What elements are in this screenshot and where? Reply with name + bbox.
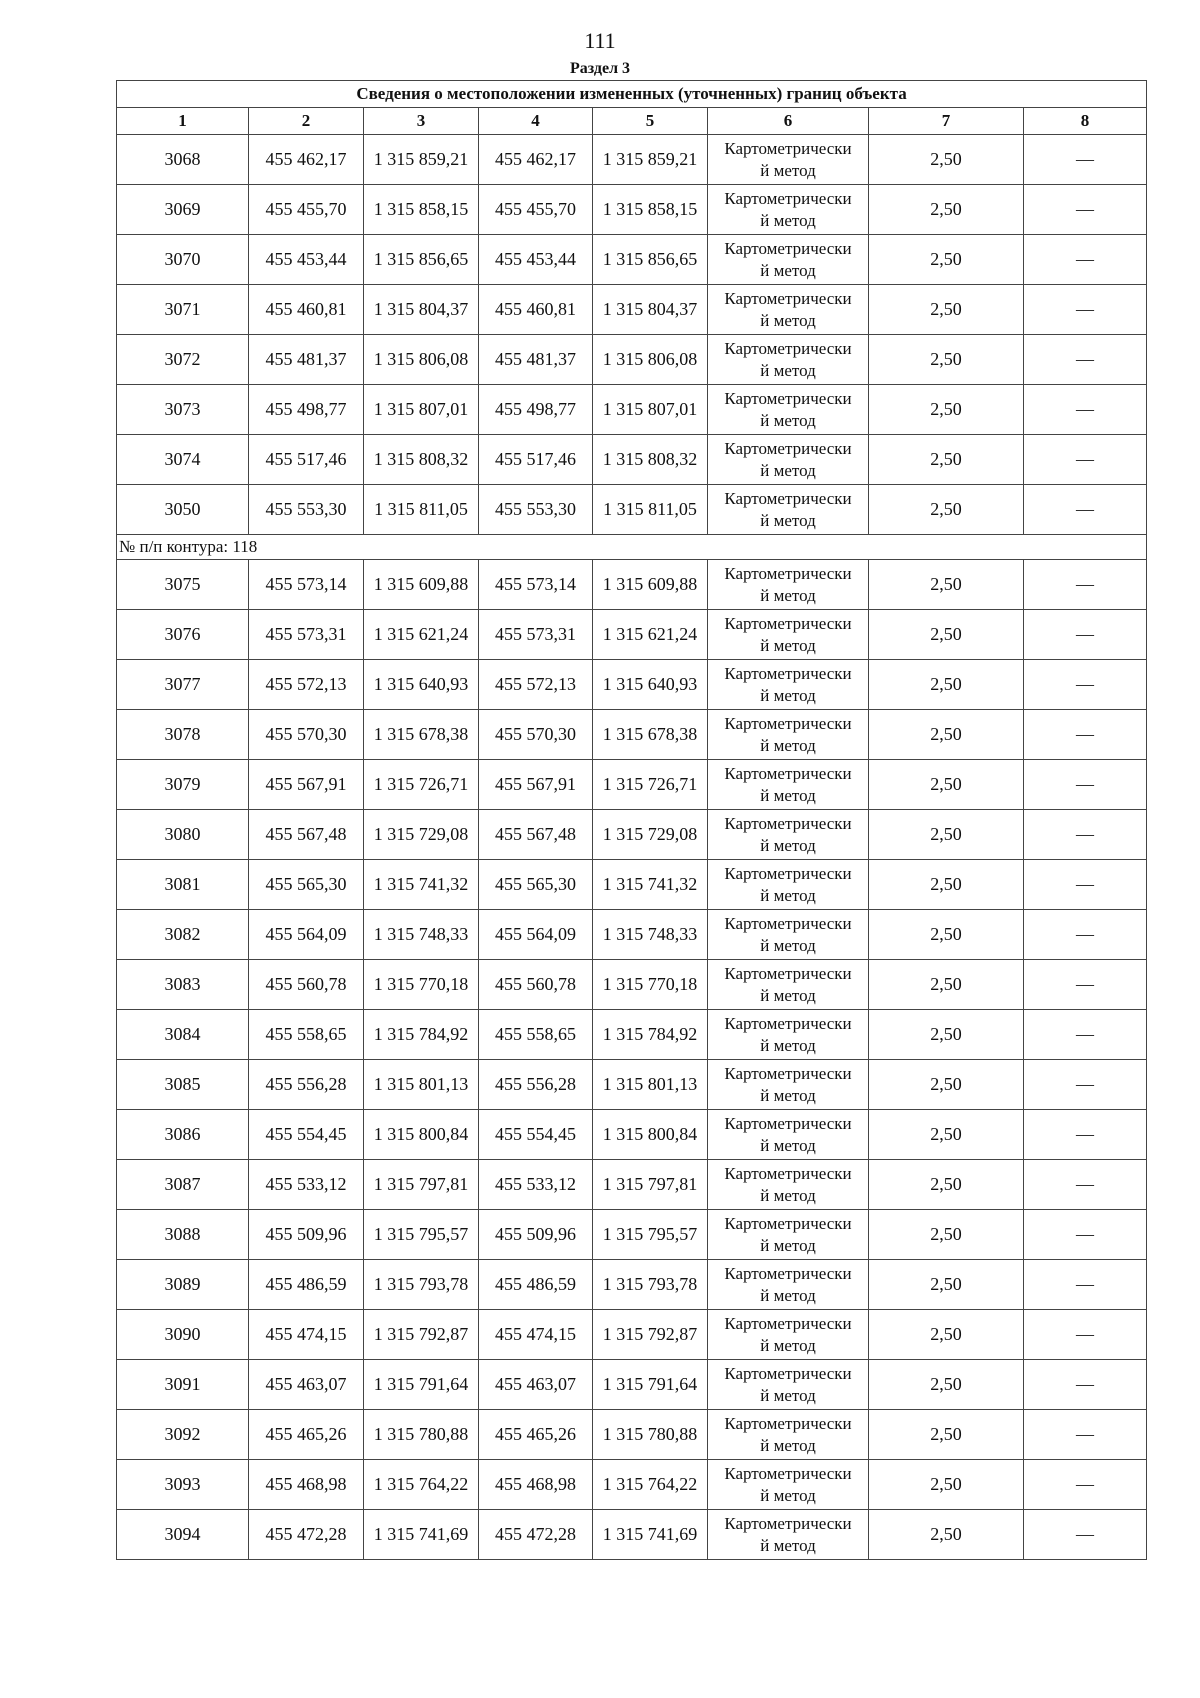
y-existing-cell: 1 315 748,33 xyxy=(364,910,479,960)
point-number-cell: 3079 xyxy=(117,760,249,810)
column-number: 2 xyxy=(249,108,364,135)
x-existing-cell: 455 553,30 xyxy=(249,485,364,535)
point-number-cell: 3093 xyxy=(117,1460,249,1510)
table-row xyxy=(117,760,1147,810)
method-cell: Картометрически й метод xyxy=(708,1210,869,1260)
y-existing-cell: 1 315 770,18 xyxy=(364,960,479,1010)
description-cell: — xyxy=(1024,1160,1147,1210)
description-cell: — xyxy=(1024,1410,1147,1460)
y-new-cell: 1 315 678,38 xyxy=(593,710,708,760)
y-existing-cell: 1 315 792,87 xyxy=(364,1310,479,1360)
column-number: 5 xyxy=(593,108,708,135)
table-row xyxy=(117,435,1147,485)
y-existing-cell: 1 315 609,88 xyxy=(364,560,479,610)
x-existing-cell: 455 481,37 xyxy=(249,335,364,385)
accuracy-cell: 2,50 xyxy=(869,135,1024,185)
column-number: 6 xyxy=(708,108,869,135)
table-row xyxy=(117,1410,1147,1460)
accuracy-cell: 2,50 xyxy=(869,760,1024,810)
y-new-cell: 1 315 726,71 xyxy=(593,760,708,810)
x-new-cell: 455 462,17 xyxy=(479,135,593,185)
description-cell: — xyxy=(1024,810,1147,860)
column-number: 1 xyxy=(117,108,249,135)
x-new-cell: 455 558,65 xyxy=(479,1010,593,1060)
description-cell: — xyxy=(1024,1010,1147,1060)
coordinates-table xyxy=(116,80,1147,1560)
y-new-cell: 1 315 748,33 xyxy=(593,910,708,960)
x-new-cell: 455 560,78 xyxy=(479,960,593,1010)
table-row xyxy=(117,135,1147,185)
x-existing-cell: 455 567,91 xyxy=(249,760,364,810)
y-existing-cell: 1 315 806,08 xyxy=(364,335,479,385)
description-cell: — xyxy=(1024,610,1147,660)
table-row xyxy=(117,485,1147,535)
description-cell: — xyxy=(1024,910,1147,960)
method-cell: Картометрически й метод xyxy=(708,710,869,760)
method-cell: Картометрически й метод xyxy=(708,1310,869,1360)
accuracy-cell: 2,50 xyxy=(869,1010,1024,1060)
accuracy-cell: 2,50 xyxy=(869,810,1024,860)
x-new-cell: 455 573,14 xyxy=(479,560,593,610)
description-cell: — xyxy=(1024,1260,1147,1310)
y-existing-cell: 1 315 795,57 xyxy=(364,1210,479,1260)
table-row xyxy=(117,1510,1147,1560)
point-number-cell: 3087 xyxy=(117,1160,249,1210)
description-cell: — xyxy=(1024,235,1147,285)
y-new-cell: 1 315 741,32 xyxy=(593,860,708,910)
y-existing-cell: 1 315 801,13 xyxy=(364,1060,479,1110)
method-cell: Картометрически й метод xyxy=(708,860,869,910)
accuracy-cell: 2,50 xyxy=(869,1310,1024,1360)
point-number-cell: 3074 xyxy=(117,435,249,485)
y-existing-cell: 1 315 791,64 xyxy=(364,1360,479,1410)
y-new-cell: 1 315 859,21 xyxy=(593,135,708,185)
table-row xyxy=(117,1060,1147,1110)
accuracy-cell: 2,50 xyxy=(869,185,1024,235)
table-row xyxy=(117,810,1147,860)
point-number-cell: 3092 xyxy=(117,1410,249,1460)
table-row xyxy=(117,710,1147,760)
y-existing-cell: 1 315 764,22 xyxy=(364,1460,479,1510)
x-new-cell: 455 517,46 xyxy=(479,435,593,485)
x-existing-cell: 455 474,15 xyxy=(249,1310,364,1360)
accuracy-cell: 2,50 xyxy=(869,660,1024,710)
method-cell: Картометрически й метод xyxy=(708,285,869,335)
accuracy-cell: 2,50 xyxy=(869,1110,1024,1160)
y-existing-cell: 1 315 741,69 xyxy=(364,1510,479,1560)
x-new-cell: 455 460,81 xyxy=(479,285,593,335)
accuracy-cell: 2,50 xyxy=(869,285,1024,335)
x-new-cell: 455 570,30 xyxy=(479,710,593,760)
table-row xyxy=(117,860,1147,910)
description-cell: — xyxy=(1024,1310,1147,1360)
method-cell: Картометрически й метод xyxy=(708,1510,869,1560)
x-new-cell: 455 509,96 xyxy=(479,1210,593,1260)
y-new-cell: 1 315 770,18 xyxy=(593,960,708,1010)
accuracy-cell: 2,50 xyxy=(869,710,1024,760)
x-new-cell: 455 465,26 xyxy=(479,1410,593,1460)
x-existing-cell: 455 453,44 xyxy=(249,235,364,285)
y-new-cell: 1 315 741,69 xyxy=(593,1510,708,1560)
method-cell: Картометрически й метод xyxy=(708,560,869,610)
y-new-cell: 1 315 780,88 xyxy=(593,1410,708,1460)
accuracy-cell: 2,50 xyxy=(869,1060,1024,1110)
point-number-cell: 3089 xyxy=(117,1260,249,1310)
section-title: Раздел 3 xyxy=(569,60,631,77)
point-number-cell: 3071 xyxy=(117,285,249,335)
table-row xyxy=(117,235,1147,285)
column-number-row xyxy=(117,108,1147,135)
y-new-cell: 1 315 791,64 xyxy=(593,1360,708,1410)
y-new-cell: 1 315 793,78 xyxy=(593,1260,708,1310)
point-number-cell: 3078 xyxy=(117,710,249,760)
description-cell: — xyxy=(1024,710,1147,760)
method-cell: Картометрически й метод xyxy=(708,610,869,660)
accuracy-cell: 2,50 xyxy=(869,485,1024,535)
description-cell: — xyxy=(1024,335,1147,385)
x-new-cell: 455 472,28 xyxy=(479,1510,593,1560)
point-number-cell: 3086 xyxy=(117,1110,249,1160)
x-new-cell: 455 474,15 xyxy=(479,1310,593,1360)
x-existing-cell: 455 486,59 xyxy=(249,1260,364,1310)
table-row xyxy=(117,1110,1147,1160)
y-existing-cell: 1 315 678,38 xyxy=(364,710,479,760)
x-existing-cell: 455 554,45 xyxy=(249,1110,364,1160)
description-cell: — xyxy=(1024,560,1147,610)
x-existing-cell: 455 533,12 xyxy=(249,1160,364,1210)
y-existing-cell: 1 315 797,81 xyxy=(364,1160,479,1210)
description-cell: — xyxy=(1024,485,1147,535)
table-row xyxy=(117,1210,1147,1260)
description-cell: — xyxy=(1024,860,1147,910)
y-existing-cell: 1 315 621,24 xyxy=(364,610,479,660)
table-row xyxy=(117,1460,1147,1510)
table-row xyxy=(117,385,1147,435)
accuracy-cell: 2,50 xyxy=(869,610,1024,660)
y-existing-cell: 1 315 800,84 xyxy=(364,1110,479,1160)
description-cell: — xyxy=(1024,1110,1147,1160)
accuracy-cell: 2,50 xyxy=(869,560,1024,610)
y-existing-cell: 1 315 804,37 xyxy=(364,285,479,335)
point-number-cell: 3083 xyxy=(117,960,249,1010)
table-row xyxy=(117,185,1147,235)
method-cell: Картометрически й метод xyxy=(708,760,869,810)
table-row xyxy=(117,1160,1147,1210)
method-cell: Картометрически й метод xyxy=(708,335,869,385)
table-row xyxy=(117,1360,1147,1410)
y-new-cell: 1 315 801,13 xyxy=(593,1060,708,1110)
column-number: 8 xyxy=(1024,108,1147,135)
y-existing-cell: 1 315 808,32 xyxy=(364,435,479,485)
x-existing-cell: 455 463,07 xyxy=(249,1360,364,1410)
x-new-cell: 455 556,28 xyxy=(479,1060,593,1110)
y-new-cell: 1 315 764,22 xyxy=(593,1460,708,1510)
x-new-cell: 455 453,44 xyxy=(479,235,593,285)
method-cell: Картометрически й метод xyxy=(708,1160,869,1210)
table-title: Сведения о местоположении измененных (уточненных) границ объекта xyxy=(117,81,1147,108)
y-new-cell: 1 315 729,08 xyxy=(593,810,708,860)
x-existing-cell: 455 564,09 xyxy=(249,910,364,960)
method-cell: Картометрически й метод xyxy=(708,1460,869,1510)
contour-label: № п/п контура: 118 xyxy=(117,535,1147,560)
table-row xyxy=(117,560,1147,610)
x-new-cell: 455 572,13 xyxy=(479,660,593,710)
x-existing-cell: 455 462,17 xyxy=(249,135,364,185)
x-existing-cell: 455 573,31 xyxy=(249,610,364,660)
method-cell: Картометрически й метод xyxy=(708,910,869,960)
point-number-cell: 3076 xyxy=(117,610,249,660)
y-new-cell: 1 315 806,08 xyxy=(593,335,708,385)
x-existing-cell: 455 565,30 xyxy=(249,860,364,910)
method-cell: Картометрически й метод xyxy=(708,1410,869,1460)
accuracy-cell: 2,50 xyxy=(869,1260,1024,1310)
accuracy-cell: 2,50 xyxy=(869,1160,1024,1210)
table-row xyxy=(117,1010,1147,1060)
x-new-cell: 455 468,98 xyxy=(479,1460,593,1510)
contour-row xyxy=(117,535,1147,560)
accuracy-cell: 2,50 xyxy=(869,1460,1024,1510)
y-new-cell: 1 315 804,37 xyxy=(593,285,708,335)
y-existing-cell: 1 315 859,21 xyxy=(364,135,479,185)
x-existing-cell: 455 472,28 xyxy=(249,1510,364,1560)
accuracy-cell: 2,50 xyxy=(869,435,1024,485)
description-cell: — xyxy=(1024,285,1147,335)
accuracy-cell: 2,50 xyxy=(869,860,1024,910)
description-cell: — xyxy=(1024,760,1147,810)
accuracy-cell: 2,50 xyxy=(869,385,1024,435)
point-number-cell: 3068 xyxy=(117,135,249,185)
table-row xyxy=(117,960,1147,1010)
description-cell: — xyxy=(1024,660,1147,710)
x-existing-cell: 455 509,96 xyxy=(249,1210,364,1260)
x-existing-cell: 455 560,78 xyxy=(249,960,364,1010)
method-cell: Картометрически й метод xyxy=(708,235,869,285)
point-number-cell: 3085 xyxy=(117,1060,249,1110)
point-number-cell: 3091 xyxy=(117,1360,249,1410)
y-new-cell: 1 315 792,87 xyxy=(593,1310,708,1360)
description-cell: — xyxy=(1024,1060,1147,1110)
x-new-cell: 455 463,07 xyxy=(479,1360,593,1410)
description-cell: — xyxy=(1024,1360,1147,1410)
description-cell: — xyxy=(1024,385,1147,435)
accuracy-cell: 2,50 xyxy=(869,335,1024,385)
x-existing-cell: 455 460,81 xyxy=(249,285,364,335)
method-cell: Картометрически й метод xyxy=(708,810,869,860)
y-new-cell: 1 315 811,05 xyxy=(593,485,708,535)
x-existing-cell: 455 570,30 xyxy=(249,710,364,760)
y-new-cell: 1 315 784,92 xyxy=(593,1010,708,1060)
description-cell: — xyxy=(1024,435,1147,485)
point-number-cell: 3070 xyxy=(117,235,249,285)
point-number-cell: 3082 xyxy=(117,910,249,960)
accuracy-cell: 2,50 xyxy=(869,1360,1024,1410)
method-cell: Картометрически й метод xyxy=(708,135,869,185)
method-cell: Картометрически й метод xyxy=(708,485,869,535)
column-number: 4 xyxy=(479,108,593,135)
description-cell: — xyxy=(1024,185,1147,235)
x-new-cell: 455 564,09 xyxy=(479,910,593,960)
point-number-cell: 3084 xyxy=(117,1010,249,1060)
table-row xyxy=(117,1260,1147,1310)
column-number: 3 xyxy=(364,108,479,135)
point-number-cell: 3090 xyxy=(117,1310,249,1360)
y-new-cell: 1 315 609,88 xyxy=(593,560,708,610)
column-number: 7 xyxy=(869,108,1024,135)
x-new-cell: 455 533,12 xyxy=(479,1160,593,1210)
page-number: 111 xyxy=(584,28,616,53)
accuracy-cell: 2,50 xyxy=(869,1410,1024,1460)
x-new-cell: 455 455,70 xyxy=(479,185,593,235)
y-new-cell: 1 315 807,01 xyxy=(593,385,708,435)
table-row xyxy=(117,285,1147,335)
x-new-cell: 455 481,37 xyxy=(479,335,593,385)
accuracy-cell: 2,50 xyxy=(869,960,1024,1010)
method-cell: Картометрически й метод xyxy=(708,1010,869,1060)
accuracy-cell: 2,50 xyxy=(869,235,1024,285)
accuracy-cell: 2,50 xyxy=(869,1510,1024,1560)
point-number-cell: 3075 xyxy=(117,560,249,610)
description-cell: — xyxy=(1024,1210,1147,1260)
y-new-cell: 1 315 797,81 xyxy=(593,1160,708,1210)
description-cell: — xyxy=(1024,960,1147,1010)
x-new-cell: 455 565,30 xyxy=(479,860,593,910)
point-number-cell: 3080 xyxy=(117,810,249,860)
method-cell: Картометрически й метод xyxy=(708,1060,869,1110)
y-new-cell: 1 315 795,57 xyxy=(593,1210,708,1260)
method-cell: Картометрически й метод xyxy=(708,1260,869,1310)
x-existing-cell: 455 556,28 xyxy=(249,1060,364,1110)
description-cell: — xyxy=(1024,135,1147,185)
x-existing-cell: 455 465,26 xyxy=(249,1410,364,1460)
y-existing-cell: 1 315 726,71 xyxy=(364,760,479,810)
point-number-cell: 3088 xyxy=(117,1210,249,1260)
point-number-cell: 3050 xyxy=(117,485,249,535)
y-existing-cell: 1 315 729,08 xyxy=(364,810,479,860)
x-new-cell: 455 573,31 xyxy=(479,610,593,660)
x-new-cell: 455 553,30 xyxy=(479,485,593,535)
x-existing-cell: 455 573,14 xyxy=(249,560,364,610)
y-existing-cell: 1 315 807,01 xyxy=(364,385,479,435)
x-existing-cell: 455 567,48 xyxy=(249,810,364,860)
y-new-cell: 1 315 856,65 xyxy=(593,235,708,285)
table-row xyxy=(117,910,1147,960)
point-number-cell: 3094 xyxy=(117,1510,249,1560)
method-cell: Картометрически й метод xyxy=(708,435,869,485)
accuracy-cell: 2,50 xyxy=(869,1210,1024,1260)
y-existing-cell: 1 315 784,92 xyxy=(364,1010,479,1060)
x-existing-cell: 455 517,46 xyxy=(249,435,364,485)
x-existing-cell: 455 455,70 xyxy=(249,185,364,235)
y-new-cell: 1 315 800,84 xyxy=(593,1110,708,1160)
y-new-cell: 1 315 808,32 xyxy=(593,435,708,485)
method-cell: Картометрически й метод xyxy=(708,185,869,235)
x-existing-cell: 455 468,98 xyxy=(249,1460,364,1510)
table-row xyxy=(117,1310,1147,1360)
table-row xyxy=(117,610,1147,660)
y-existing-cell: 1 315 741,32 xyxy=(364,860,479,910)
x-new-cell: 455 498,77 xyxy=(479,385,593,435)
x-new-cell: 455 567,48 xyxy=(479,810,593,860)
y-existing-cell: 1 315 856,65 xyxy=(364,235,479,285)
y-new-cell: 1 315 621,24 xyxy=(593,610,708,660)
x-existing-cell: 455 498,77 xyxy=(249,385,364,435)
point-number-cell: 3073 xyxy=(117,385,249,435)
x-existing-cell: 455 572,13 xyxy=(249,660,364,710)
x-new-cell: 455 486,59 xyxy=(479,1260,593,1310)
y-existing-cell: 1 315 793,78 xyxy=(364,1260,479,1310)
y-existing-cell: 1 315 640,93 xyxy=(364,660,479,710)
y-new-cell: 1 315 640,93 xyxy=(593,660,708,710)
accuracy-cell: 2,50 xyxy=(869,910,1024,960)
description-cell: — xyxy=(1024,1460,1147,1510)
method-cell: Картометрически й метод xyxy=(708,1360,869,1410)
y-new-cell: 1 315 858,15 xyxy=(593,185,708,235)
table-body-before xyxy=(117,135,1147,535)
method-cell: Картометрически й метод xyxy=(708,385,869,435)
method-cell: Картометрически й метод xyxy=(708,660,869,710)
point-number-cell: 3077 xyxy=(117,660,249,710)
x-new-cell: 455 554,45 xyxy=(479,1110,593,1160)
table-row xyxy=(117,660,1147,710)
point-number-cell: 3069 xyxy=(117,185,249,235)
point-number-cell: 3072 xyxy=(117,335,249,385)
y-existing-cell: 1 315 811,05 xyxy=(364,485,479,535)
x-existing-cell: 455 558,65 xyxy=(249,1010,364,1060)
x-new-cell: 455 567,91 xyxy=(479,760,593,810)
y-existing-cell: 1 315 858,15 xyxy=(364,185,479,235)
method-cell: Картометрически й метод xyxy=(708,1110,869,1160)
description-cell: — xyxy=(1024,1510,1147,1560)
y-existing-cell: 1 315 780,88 xyxy=(364,1410,479,1460)
table-row xyxy=(117,335,1147,385)
method-cell: Картометрически й метод xyxy=(708,960,869,1010)
point-number-cell: 3081 xyxy=(117,860,249,910)
table-body-after xyxy=(117,560,1147,1560)
